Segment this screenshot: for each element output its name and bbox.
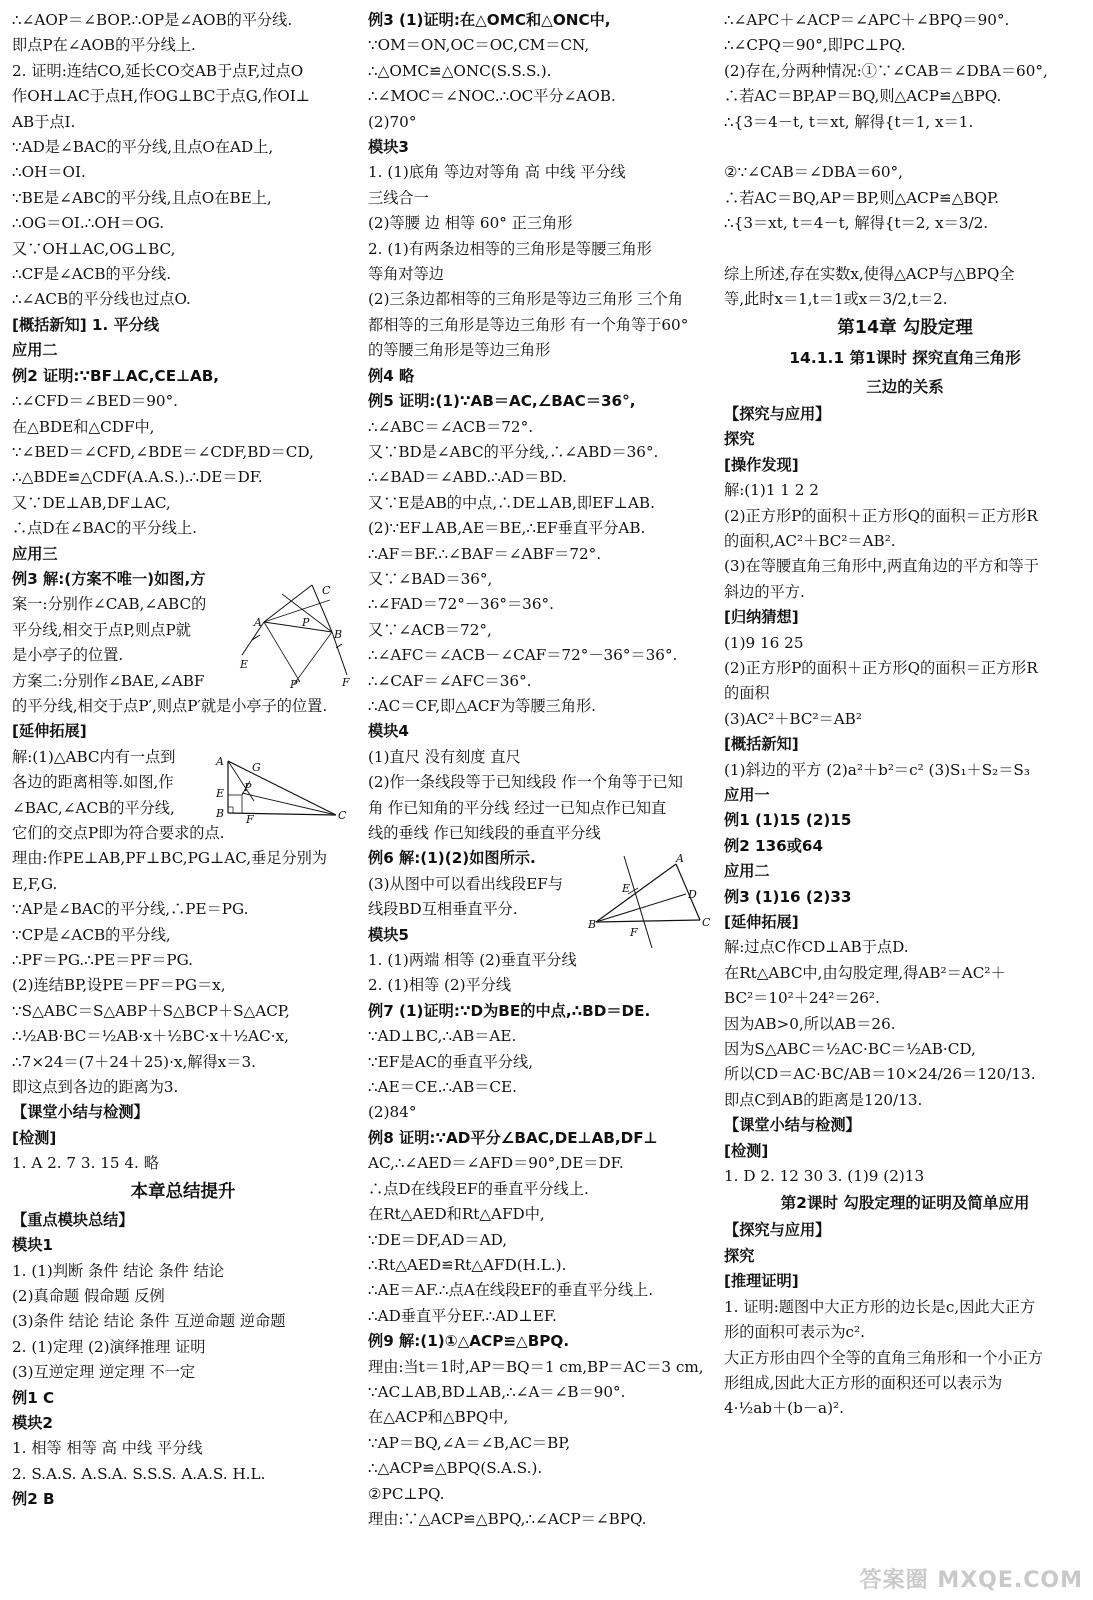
col2-line: (2)三条边都相等的三角形是等边三角形 三个角 — [368, 290, 683, 309]
col1-line: 各边的距离相等.如图,作 — [12, 773, 174, 792]
svg-text:F: F — [342, 676, 350, 689]
col1-line: 【课堂小结与检测】 — [12, 1103, 149, 1122]
col1-line: ∴△BDE≌△CDF(A.A.S.).∴DE＝DF. — [12, 468, 263, 487]
col3-line: BC²＝10²＋24²＝26². — [724, 989, 880, 1008]
col3-line: (1)9 16 25 — [724, 633, 804, 652]
svg-text:C: C — [322, 584, 331, 597]
col2-line: 例4 略 — [368, 366, 415, 385]
col1-line: 模块2 — [12, 1413, 53, 1432]
col1-line: 即这点到各边的距离为3. — [12, 1078, 179, 1097]
svg-text:F: F — [630, 926, 638, 939]
col3-line: 因为S△ABC＝½AC·BC＝½AB·CD, — [724, 1040, 976, 1059]
col2-line: ∴△ACP≌△BPQ(S.A.S.). — [368, 1459, 543, 1478]
col2-line: ②PC⊥PQ. — [368, 1484, 445, 1503]
col3-line — [724, 135, 1086, 160]
svg-text:E: E — [240, 658, 249, 671]
col1-line: 它们的交点P即为符合要求的点. — [12, 824, 225, 842]
col2-line: ∵AC⊥AB,BD⊥AB,∴∠A＝∠B＝90°. — [368, 1382, 626, 1401]
svg-text:B: B — [216, 807, 225, 820]
col3-line: 在Rt△ABC中,由勾股定理,得AB²＝AC²＋ — [724, 963, 1006, 982]
col1-line: [检测] — [12, 1128, 57, 1147]
col3-line: 应用二 — [724, 862, 770, 881]
svg-text:P′: P′ — [290, 678, 300, 691]
col2-line: 角 作已知角的平分线 经过一已知点作已知直 — [368, 798, 667, 817]
col2-line: ∴∠AFC＝∠ACB－∠CAF＝72°－36°＝36°. — [368, 646, 678, 665]
col3-line: 综上所述,存在实数x,使得△ACP与△BPQ全 — [724, 265, 1015, 284]
col1-line: ∵AP是∠BAC的平分线,∴PE＝PG. — [12, 900, 249, 919]
col1-line: ∴PF＝PG.∴PE＝PF＝PG. — [12, 951, 193, 970]
col3-line: (2)正方形P的面积＋正方形Q的面积＝正方形R — [724, 658, 1038, 677]
col3-line: 解:(1)1 1 2 2 — [724, 481, 819, 500]
col1-line: 作OH⊥AC于点H,作OG⊥BC于点G,作OI⊥ — [12, 87, 311, 106]
col1-line: 应用二 — [12, 341, 58, 360]
col2-line: 等角对等边 — [368, 265, 444, 284]
svg-text:E: E — [216, 787, 225, 800]
col2-line: 1. (1)底角 等边对等角 高 中线 平分线 — [368, 163, 626, 182]
section-heading: 本章总结提升 — [130, 1181, 236, 1202]
col2-line: 又∵E是AB的中点,∴DE⊥AB,即EF⊥AB. — [368, 493, 655, 512]
col3-line: (2)存在,分两种情况:①∵∠CAB＝∠DBA＝60°, — [724, 61, 1048, 80]
col1-line: ∵S△ABC＝S△ABP＋S△BCP＋S△ACP, — [12, 1001, 290, 1020]
col1-line: 1. (1)判断 条件 结论 条件 结论 — [12, 1261, 225, 1280]
col2-line: 模块3 — [368, 138, 409, 157]
col2-line: ∴AE＝CE.∴AB＝CE. — [368, 1078, 517, 1097]
col1-line: ∴½AB·BC＝½AB·x＋½BC·x＋½AC·x, — [12, 1027, 289, 1046]
section-heading: 三边的关系 — [866, 377, 944, 396]
figure-incenter-triangle — [214, 755, 354, 825]
col2-line: (2)作一条线段等于已知线段 作一个角等于已知 — [368, 773, 683, 792]
col3-line: (1)斜边的平方 (2)a²＋b²＝c² (3)S₁＋S₂＝S₃ — [724, 760, 1030, 779]
col1-line: 解:(1)△ABC内有一点到 — [12, 747, 176, 766]
col2-line: (3)从图中可以看出线段EF与 — [368, 874, 564, 893]
svg-text:C: C — [702, 916, 711, 929]
col3-line: 例3 (1)16 (2)33 — [724, 887, 852, 906]
col3-line: 解:过点C作CD⊥AB于点D. — [724, 938, 909, 957]
col1-line: [概括新知] 1. 平分线 — [12, 315, 160, 334]
col1-line: 2. (1)定理 (2)演绎推理 证明 — [12, 1337, 206, 1356]
col3-line: [归纳猜想] — [724, 608, 799, 627]
col3-line: 【探究与应用】 — [724, 1221, 831, 1240]
col2-line: ∴∠MOC＝∠NOC.∴OC平分∠AOB. — [368, 87, 616, 106]
col2-line: ∴∠ABC＝∠ACB＝72°. — [368, 417, 534, 436]
col2-line: 又∵∠BAD＝36°, — [368, 569, 493, 588]
col2-line: 模块4 — [368, 722, 409, 741]
col1-line: ∵CP是∠ACB的平分线, — [12, 925, 171, 944]
col2-line: (2)84° — [368, 1103, 417, 1122]
col3-line: 例1 (1)15 (2)15 — [724, 811, 852, 830]
col2-line: 理由:当t＝1时,AP＝BQ＝1 cm,BP＝AC＝3 cm, — [368, 1357, 704, 1376]
col2-line: 例6 解:(1)(2)如图所示. — [368, 849, 536, 868]
col2-line: ∵DE＝DF,AD＝AD, — [368, 1230, 508, 1249]
col3-line: 【探究与应用】 — [724, 404, 831, 423]
col2-line: AC,∴∠AED＝∠AFD＝90°,DE＝DF. — [368, 1154, 624, 1173]
col2-line: 例7 (1)证明:∵D为BE的中点,∴BD＝DE. — [368, 1001, 651, 1020]
figure-pavilion-construction — [232, 580, 354, 692]
col3-line: ∴∠CPQ＝90°,即PC⊥PQ. — [724, 36, 906, 55]
col1-line: ∴点D在∠BAC的平分线上. — [12, 519, 197, 538]
col1-line: ∠BAC,∠ACB的平分线, — [12, 798, 175, 817]
col3-line: 即点C到AB的距离是120/13. — [724, 1090, 923, 1109]
col2-line: 例3 (1)证明:在△OMC和△ONC中, — [368, 11, 611, 29]
col3-line: 【课堂小结与检测】 — [724, 1116, 861, 1135]
col2-line: ∴AE＝AF.∴点A在线段EF的垂直平分线上. — [368, 1281, 654, 1300]
col1-line: 的平分线,相交于点P′,则点P′就是小亭子的位置. — [12, 696, 328, 715]
col1-line: 应用三 — [12, 544, 58, 563]
col3-line: 1. D 2. 12 30 3. (1)9 (2)13 — [724, 1167, 925, 1186]
col1-line: (2)真命题 假命题 反例 — [12, 1286, 165, 1305]
col1-line: (3)互逆定理 逆定理 不一定 — [12, 1363, 196, 1382]
svg-text:B: B — [334, 628, 343, 641]
col2-line: ∵EF是AC的垂直平分线, — [368, 1052, 534, 1071]
col1-line: 1. 相等 相等 高 中线 平分线 — [12, 1439, 203, 1458]
col3-line: 等,此时x＝1,t＝1或x＝3/2,t＝2. — [724, 290, 948, 309]
col2-line: ∴Rt△AED≌Rt△AFD(H.L.). — [368, 1255, 567, 1274]
col2-line: ∴∠CAF＝∠AFC＝36°. — [368, 671, 532, 690]
col3-line: ∴{3＝4－t, t＝xt, 解得{t＝1, x＝1. — [724, 112, 974, 131]
col2-line: 例9 解:(1)①△ACP≌△BPQ. — [368, 1332, 570, 1351]
figure-perpendicular-bisector — [588, 852, 714, 952]
col3-line: ∴若AC＝BQ,AP＝BP,则△ACP≌△BQP. — [724, 188, 999, 207]
col3-line: 所以CD＝AC·BC/AB＝10×24/26＝120/13. — [724, 1065, 1036, 1084]
svg-text:A: A — [254, 616, 262, 629]
col3-line: 探究 — [724, 430, 755, 449]
col3-line: 斜边的平方. — [724, 582, 805, 601]
col3-line: [延伸拓展] — [724, 913, 799, 931]
col1-line: ∴∠AOP＝∠BOP.∴OP是∠AOB的平分线. — [12, 11, 293, 29]
col3-line: 形组成,因此大正方形的面积还可以表示为 — [724, 1373, 1003, 1392]
col1-line: 例1 C — [12, 1388, 55, 1407]
col2-line: 三线合一 — [368, 188, 429, 207]
col2-line: 理由:∵△ACP≌△BPQ,∴∠ACP＝∠BPQ. — [368, 1509, 647, 1528]
section-heading: 第14章 勾股定理 — [837, 317, 973, 338]
col2-line: 在△ACP和△BPQ中, — [368, 1408, 509, 1427]
col1-line: 是小亭子的位置. — [12, 646, 124, 665]
col2-line: 2. (1)有两条边相等的三角形是等腰三角形 — [368, 239, 652, 258]
col1-line: ∴∠CFD＝∠BED＝90°. — [12, 392, 178, 411]
watermark: 答案圈 MXQE.COM — [859, 1568, 1083, 1593]
col3-line: (3)AC²＋BC²＝AB² — [724, 709, 862, 728]
col3-line: ∴{3＝xt, t＝4－t, 解得{t＝2, x＝3/2. — [724, 214, 989, 233]
col1-line: (3)条件 结论 结论 条件 互逆命题 逆命题 — [12, 1312, 286, 1331]
svg-text:F: F — [246, 813, 254, 825]
col1-line: 又∵OH⊥AC,OG⊥BC, — [12, 239, 176, 258]
col1-line: 【重点模块总结】 — [12, 1210, 134, 1229]
col1-line: ∴CF是∠ACB的平分线. — [12, 265, 172, 284]
col3-line: 的面积,AC²＋BC²＝AB². — [724, 531, 896, 550]
col3-line: [检测] — [724, 1141, 769, 1160]
col3-line: [概括新知] — [724, 735, 799, 754]
col1-line: AB于点I. — [12, 112, 76, 131]
col2-line: (2)∵EF⊥AB,AE＝BE,∴EF垂直平分AB. — [368, 519, 646, 538]
col1-line: 平分线,相交于点P,则点P就 — [12, 620, 191, 639]
col3-line: [推理证明] — [724, 1272, 799, 1291]
column-middle — [368, 8, 714, 1532]
col2-line: 例8 证明:∵AD平分∠BAC,DE⊥AB,DF⊥ — [368, 1128, 658, 1147]
col1-line: 即点P在∠AOB的平分线上. — [12, 36, 196, 55]
col2-line: ∴∠BAD＝∠ABD.∴AD＝BD. — [368, 468, 567, 487]
col1-line: ∵BE是∠ABC的平分线,且点O在BE上, — [12, 188, 272, 207]
col2-line: ∴AC＝CF,即△ACF为等腰三角形. — [368, 696, 597, 715]
col3-line: 的面积 — [724, 684, 770, 703]
svg-text:P: P — [302, 616, 310, 629]
svg-text:D: D — [688, 888, 697, 901]
col3-line: ∴若AC＝BP,AP＝BQ,则△ACP≌△BPQ. — [724, 87, 1002, 106]
col2-line: ∵OM＝ON,OC＝OC,CM＝CN, — [368, 36, 590, 55]
svg-text:G: G — [252, 761, 261, 774]
col3-line: (2)正方形P的面积＋正方形Q的面积＝正方形R — [724, 506, 1038, 525]
col1-line: 例3 解:(方案不唯一)如图,方 — [12, 569, 206, 588]
column-right — [724, 8, 1086, 1422]
col3-line: [操作发现] — [724, 455, 799, 474]
col2-line: 在Rt△AED和Rt△AFD中, — [368, 1205, 545, 1224]
col1-line: 例2 B — [12, 1490, 55, 1509]
col1-line: 2. 证明:连结CO,延长CO交AB于点F,过点O — [12, 61, 304, 80]
col3-line: 例2 136或64 — [724, 836, 824, 855]
col1-line: 方案二:分别作∠BAE,∠ABF — [12, 671, 205, 690]
col1-line: ∵AD是∠BAC的平分线,且点O在AD上, — [12, 138, 274, 157]
col2-line: ∴点D在线段EF的垂直平分线上. — [368, 1179, 589, 1198]
col1-line: ∵∠BED＝∠CFD,∠BDE＝∠CDF,BD＝CD, — [12, 442, 314, 461]
col3-line: 因为AB>0,所以AB＝26. — [724, 1014, 896, 1033]
col2-line: ∴AF＝BF.∴∠BAF＝∠ABF＝72°. — [368, 544, 602, 563]
col2-line: 又∵BD是∠ABC的平分线,∴∠ABD＝36°. — [368, 442, 659, 461]
col1-line: 例2 证明:∵BF⊥AC,CE⊥AB, — [12, 366, 220, 385]
col1-line: (2)连结BP,设PE＝PF＝PG＝x, — [12, 976, 226, 995]
col1-line: 模块1 — [12, 1236, 53, 1255]
col1-line: 又∵DE⊥AB,DF⊥AC, — [12, 493, 171, 512]
col3-line: 1. 证明:题图中大正方形的边长是c,因此大正方 — [724, 1297, 1036, 1316]
col2-line: ∴△OMC≌△ONC(S.S.S.). — [368, 61, 552, 80]
col1-line: 案一:分别作∠CAB,∠ABC的 — [12, 595, 207, 614]
col3-line: 形的面积可表示为c². — [724, 1323, 865, 1342]
col1-line: 理由:作PE⊥AB,PF⊥BC,PG⊥AC,垂足分别为 — [12, 849, 328, 868]
col3-line: 探究 — [724, 1246, 755, 1265]
svg-text:P: P — [244, 781, 252, 794]
col1-line: ∴7×24＝(7＋24＋25)·x,解得x＝3. — [12, 1052, 256, 1071]
col3-line: 大正方形由四个全等的直角三角形和一个小正方 — [724, 1348, 1043, 1367]
col2-line: ∴∠FAD＝72°－36°＝36°. — [368, 595, 554, 614]
section-heading: 第2课时 勾股定理的证明及简单应用 — [780, 1194, 1030, 1213]
col2-line: ∵AP＝BQ,∠A＝∠B,AC＝BP, — [368, 1433, 571, 1452]
col1-line: 2. S.A.S. A.S.A. S.S.S. A.A.S. H.L. — [12, 1464, 266, 1483]
col1-line: [延伸拓展] — [12, 722, 87, 741]
col1-line: ∴OG＝OI.∴OH＝OG. — [12, 214, 165, 233]
col2-line: ∴AD垂直平分EF.∴AD⊥EF. — [368, 1306, 557, 1325]
col2-line: 2. (1)相等 (2)平分线 — [368, 976, 512, 995]
col2-line: (2)等腰 边 相等 60° 正三角形 — [368, 214, 573, 233]
col3-line: 应用一 — [724, 785, 770, 804]
col1-line: 在△BDE和△CDF中, — [12, 417, 155, 436]
col1-line: 1. A 2. 7 3. 15 4. 略 — [12, 1154, 159, 1173]
col2-line: 例5 证明:(1)∵AB＝AC,∠BAC＝36°, — [368, 392, 636, 411]
col3-line — [724, 237, 1086, 262]
col3-line: 4·½ab＋(b－a)². — [724, 1399, 844, 1418]
col2-line: (2)70° — [368, 112, 417, 131]
col2-line: ∵AD⊥BC,∴AB＝AE. — [368, 1027, 517, 1046]
svg-text:C: C — [338, 809, 347, 822]
svg-text:B: B — [588, 918, 597, 931]
col1-line: ∴OH＝OI. — [12, 163, 86, 182]
col2-line: 1. (1)两端 相等 (2)垂直平分线 — [368, 951, 577, 970]
col2-line: 又∵∠ACB＝72°, — [368, 620, 492, 639]
col3-line: ②∵∠CAB＝∠DBA＝60°, — [724, 163, 903, 182]
col1-line: E,F,G. — [12, 874, 58, 893]
col3-line: (3)在等腰直角三角形中,两直角边的平方和等于 — [724, 557, 1039, 576]
col2-line: 模块5 — [368, 925, 409, 944]
col2-line: 都相等的三角形是等边三角形 有一个角等于60° — [368, 315, 689, 334]
col3-line: ∴∠APC＋∠ACP＝∠APC＋∠BPQ＝90°. — [724, 11, 1010, 29]
svg-text:A: A — [676, 852, 684, 865]
section-heading: 14.1.1 第1课时 探究直角三角形 — [789, 348, 1021, 367]
col1-line: ∴∠ACB的平分线也过点O. — [12, 290, 191, 309]
col2-line: 的等腰三角形是等边三角形 — [368, 341, 551, 360]
svg-text:A: A — [216, 755, 224, 768]
col2-line: 线的垂线 作已知线段的垂直平分线 — [368, 824, 601, 842]
svg-text:E: E — [622, 882, 631, 895]
col2-line: 线段BD互相垂直平分. — [368, 900, 518, 919]
col2-line: (1)直尺 没有刻度 直尺 — [368, 747, 521, 766]
